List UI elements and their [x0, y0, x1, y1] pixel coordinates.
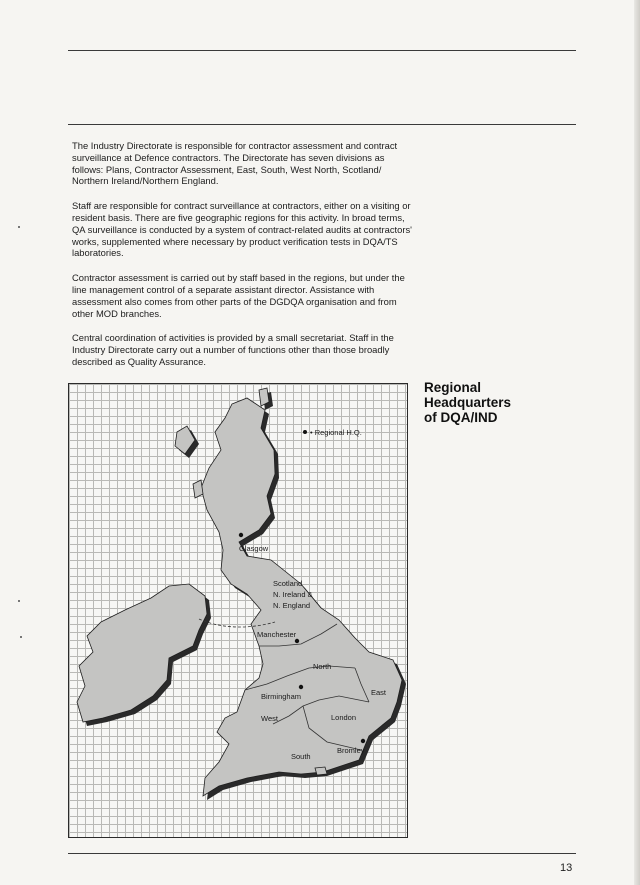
- label-south: South: [291, 752, 311, 761]
- map-heading-line: of DQA/IND: [424, 410, 498, 425]
- margin-mark: [18, 600, 20, 602]
- body-text: [72, 140, 414, 381]
- paragraph-assessment: Contractor assessment is carried out by staff based in the regions, but under the line management control of a separate assistant director. Assistance with assessment also comes from other parts of the DGDQA organisation and from other MOD branches.: [72, 272, 405, 319]
- label-birmingham: Birmingham: [261, 692, 302, 701]
- label-glasgow: Glasgow: [239, 544, 269, 553]
- label-manchester: Manchester: [257, 630, 297, 639]
- hq-dot-bromley: [361, 739, 365, 743]
- map-graphic: [69, 384, 408, 838]
- label-east: East: [371, 688, 387, 697]
- isle-of-wight: [315, 767, 327, 775]
- page-number: 13: [560, 862, 573, 874]
- hq-dot-manchester: [295, 639, 299, 643]
- label-scotland: Scotland: [273, 579, 303, 588]
- margin-mark: [20, 636, 22, 638]
- top-rule: [68, 50, 576, 51]
- label-north: North: [313, 662, 332, 671]
- footer-rule: [68, 853, 576, 854]
- label-london: London: [331, 713, 357, 722]
- paragraph-organisation: The Industry Directorate is responsible for contractor assessment and contract surveillance at Defence contractors. The Directorate has seven divisions as follows: Plans, Contractor Assessment, East, South, West North, Scotland/ Northern Ireland/Northern England.: [72, 140, 398, 187]
- label-bromley: Bromley: [337, 746, 365, 755]
- legend-dot: [303, 430, 307, 434]
- map-heading-line: Headquarters: [424, 395, 512, 410]
- label-n-england: N. England: [273, 601, 311, 610]
- hq-dot-glasgow: [239, 533, 243, 537]
- island-skye: [193, 480, 203, 498]
- uk-regional-map: [68, 383, 408, 838]
- margin-mark: [18, 226, 20, 228]
- legend-label: • Regional H.Q.: [310, 428, 362, 437]
- map-heading: [424, 380, 564, 425]
- hq-dot-birmingham: [299, 685, 303, 689]
- label-n-ireland: N. Ireland &: [273, 590, 313, 599]
- paragraph-surveillance: Staff are responsible for contract surveillance at contractors, either on a visiting or resident basis. There are five geographic regions for this activity. In broad terms, QA surveillance is conducted by a system of contract-related audits at contractors' works, supplemented where necessary by product verification tests in DQA/TS laboratories.: [72, 200, 412, 259]
- map-heading-line: Regional: [424, 380, 482, 395]
- header-rule: [68, 124, 576, 125]
- page-edge-shadow: [634, 0, 640, 885]
- land: [77, 388, 402, 796]
- paragraph-coordination: Central coordination of activities is provided by a small secretariat. Staff in the Industry Directorate carry out a number of functions other than those broadly described as Quality Assurance.: [72, 332, 394, 367]
- label-west: West: [261, 714, 278, 723]
